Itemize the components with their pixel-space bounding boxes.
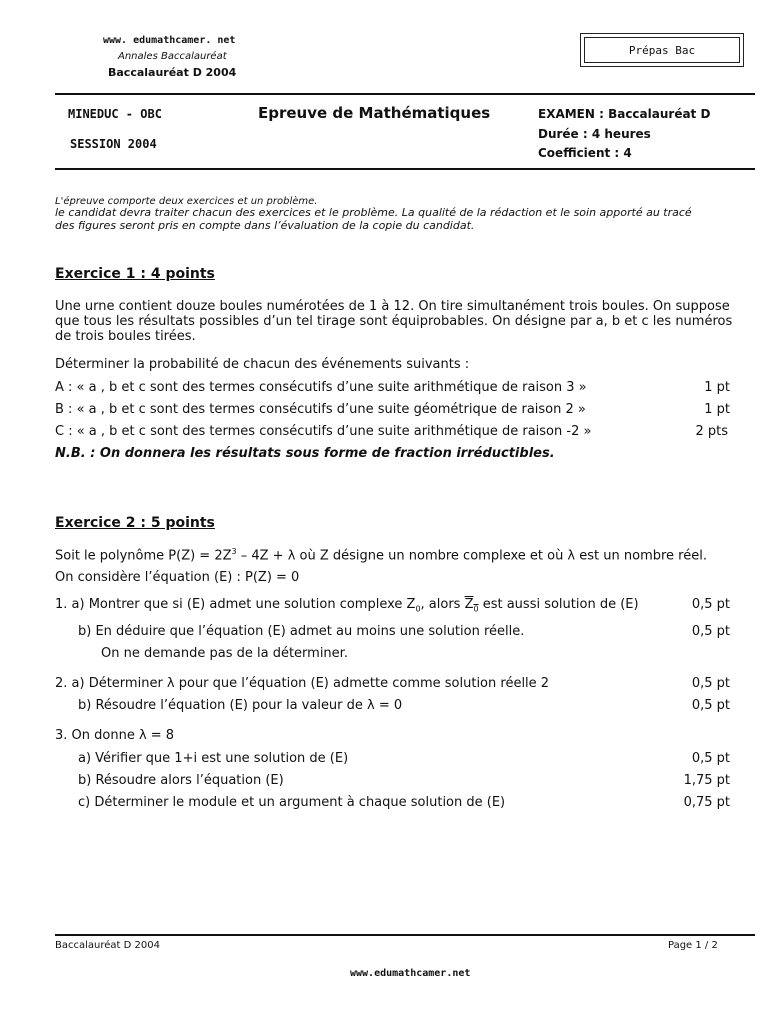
exercise-1-title: Exercice 1 : 4 points xyxy=(55,266,215,282)
polynomial-definition xyxy=(55,547,707,563)
q2a-points: 0,5 pt xyxy=(691,676,730,691)
event-b-points: 1 pt xyxy=(704,402,730,417)
ex1-question: Déterminer la probabilité de chacun des événements suivants : xyxy=(55,357,470,372)
intro-line-3: des figures seront pris en compte dans l’évaluation de la copie du candidat. xyxy=(55,219,475,232)
bac-label: Baccalauréat D 2004 xyxy=(108,66,237,79)
ex1-paragraph-3: de trois boules tirées. xyxy=(55,329,196,344)
footer-rule xyxy=(55,934,755,936)
ex1-paragraph-2: que tous les résultats possibles d’un tel tirage sont équiprobables. On désigne par a, b et c les numéros xyxy=(55,314,733,329)
q3a: a) Vérifier que 1+i est une solution de (E) xyxy=(78,751,349,766)
exam-title: Epreuve de Mathématiques xyxy=(258,104,491,122)
header-rule-top xyxy=(55,93,755,95)
prepas-badge-label: Prépas Bac xyxy=(584,37,740,63)
intro-line-1: L'épreuve comporte deux exercices et un problème. xyxy=(55,196,318,207)
event-b: B : « a , b et c sont des termes consécutifs d’une suite géométrique de raison 2 » xyxy=(55,402,586,417)
ministry: MINEDUC - OBC xyxy=(68,107,162,121)
q1b: b) En déduire que l’équation (E) admet au moins une solution réelle. xyxy=(78,624,525,639)
annales-label: Annales Baccalauréat xyxy=(118,51,227,62)
coefficient-label: Coefficient : 4 xyxy=(538,146,632,160)
duree-label: Durée : 4 heures xyxy=(538,127,651,141)
q2b: b) Résoudre l’équation (E) pour la valeur de λ = 0 xyxy=(78,698,403,713)
q1a-points: 0,5 pt xyxy=(691,597,730,612)
equation-statement: On considère l’équation (E) : P(Z) = 0 xyxy=(55,570,300,585)
q3a-points: 0,5 pt xyxy=(691,751,730,766)
header-rule-bottom xyxy=(55,168,755,170)
conjugate-sub: 0 xyxy=(473,604,479,614)
intro-line-2: le candidat devra traiter chacun des exercices et le problème. La qualité de la rédaction et le soin apporté au tracé xyxy=(55,206,692,219)
conjugate-z: Z xyxy=(464,597,474,612)
q3c: c) Déterminer le module et un argument à chaque solution de (E) xyxy=(78,795,506,810)
q1b-points: 0,5 pt xyxy=(691,624,730,639)
ex1-note: N.B. : On donnera les résultats sous forme de fraction irréductibles. xyxy=(55,446,555,461)
q1a xyxy=(55,597,639,614)
q1a-sub: 0 xyxy=(415,604,421,614)
q1b-note: On ne demande pas de la déterminer. xyxy=(101,646,348,661)
q3-intro: 3. On donne λ = 8 xyxy=(55,728,175,743)
polynomial-exponent: 3 xyxy=(231,547,237,556)
q1a-part-a: 1. a) Montrer que si (E) admet une solution complexe Z xyxy=(55,597,416,612)
examen-label: EXAMEN : Baccalauréat D xyxy=(538,107,711,121)
q2b-points: 0,5 pt xyxy=(691,698,730,713)
event-a-points: 1 pt xyxy=(704,380,730,395)
event-c-points: 2 pts xyxy=(695,424,728,439)
footer-page: Page 1 / 2 xyxy=(668,940,718,951)
polynomial-part-b: – 4Z + λ où Z désigne un nombre complexe et où λ est un nombre réel. xyxy=(236,548,707,564)
footer-left: Baccalauréat D 2004 xyxy=(55,940,160,951)
q3b-points: 1,75 pt xyxy=(683,773,730,788)
footer-site: www.edumathcamer.net xyxy=(350,968,471,979)
polynomial-part-a: Soit le polynôme P(Z) = 2Z xyxy=(55,548,232,564)
site-url: www. edumathcamer. net xyxy=(103,35,236,46)
q1a-part-b: , alors xyxy=(420,597,465,612)
q3c-points: 0,75 pt xyxy=(683,795,730,810)
ex1-paragraph-1: Une urne contient douze boules numérotées de 1 à 12. On tire simultanément trois boules. On suppose xyxy=(55,299,730,314)
q3b: b) Résoudre alors l’équation (E) xyxy=(78,773,284,788)
event-c: C : « a , b et c sont des termes consécutifs d’une suite arithmétique de raison -2 » xyxy=(55,424,592,439)
exercise-2-title: Exercice 2 : 5 points xyxy=(55,515,215,531)
q2a: 2. a) Déterminer λ pour que l’équation (E) admette comme solution réelle 2 xyxy=(55,676,550,691)
prepas-badge xyxy=(580,33,744,67)
q1a-part-c: est aussi solution de (E) xyxy=(478,597,639,612)
event-a: A : « a , b et c sont des termes consécutifs d’une suite arithmétique de raison 3 » xyxy=(55,380,587,395)
session: SESSION 2004 xyxy=(70,137,157,151)
conjugate-z0 xyxy=(465,597,479,612)
